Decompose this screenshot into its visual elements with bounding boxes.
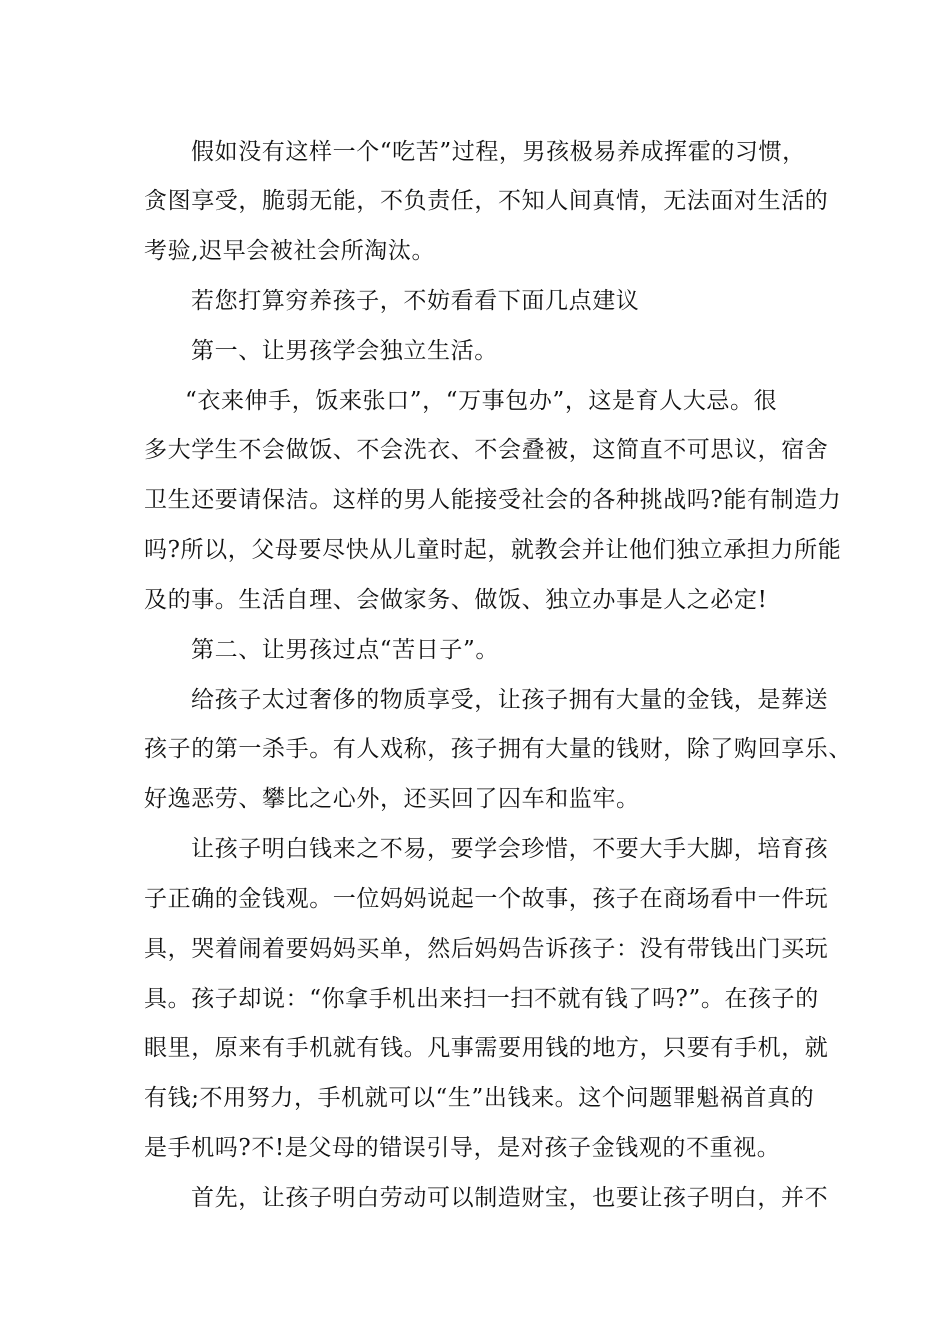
text-line: 贪图享受，脆弱无能，不负责任，不知人间真情，无法面对生活的 [144, 188, 829, 214]
text-line: 眼里，原来有手机就有钱。凡事需要用钱的地方，只要有手机，就 [144, 1035, 829, 1061]
text-line: 假如没有这样一个“吃苦”过程，男孩极易养成挥霍的习惯， [191, 139, 806, 165]
text-line: 考验,迟早会被社会所淘汰。 [144, 238, 436, 264]
text-line: 具，哭着闹着要妈妈买单，然后妈妈告诉孩子：没有带钱出门买玩 [144, 936, 829, 962]
text-line: 是手机吗?不!是父母的错误引导，是对孩子金钱观的不重视。 [144, 1135, 781, 1161]
text-line: 具。孩子却说：“你拿手机出来扫一扫不就有钱了吗?”。在孩子的 [144, 986, 819, 1012]
text-line: 首先，让孩子明白劳动可以制造财宝，也要让孩子明白，并不 [191, 1185, 829, 1211]
text-line: “衣来伸手，饭来张口”，“万事包办”，这是育人大忌。很 [185, 388, 778, 414]
text-line: 让孩子明白钱来之不易，要学会珍惜，不要大手大脚，培育孩 [191, 836, 829, 862]
text-line: 吗?所以，父母要尽快从儿童时起，就教会并让他们独立承担力所能 [144, 537, 842, 563]
text-line: 第一、让男孩学会独立生活。 [191, 338, 498, 364]
text-line: 若您打算穷养孩子，不妨看看下面几点建议 [191, 288, 640, 314]
text-line: 好逸恶劳、攀比之心外，还买回了囚车和监牢。 [144, 786, 640, 812]
text-line: 卫生还要请保洁。这样的男人能接受社会的各种挑战吗?能有制造力 [144, 487, 842, 513]
text-line: 及的事。生活自理、会做家务、做饭、独立办事是人之必定! [144, 587, 768, 613]
text-line: 给孩子太过奢侈的物质享受，让孩子拥有大量的金钱，是葬送 [191, 687, 829, 713]
text-line: 多大学生不会做饭、不会洗衣、不会叠被，这简直不可思议，宿舍 [144, 437, 829, 463]
text-line: 孩子的第一杀手。有人戏称，孩子拥有大量的钱财，除了购回享乐、 [144, 736, 852, 762]
text-line: 有钱;不用努力，手机就可以“生”出钱来。这个问题罪魁祸首真的 [144, 1085, 815, 1111]
text-line: 子正确的金钱观。一位妈妈说起一个故事，孩子在商场看中一件玩 [144, 886, 829, 912]
text-line: 第二、让男孩过点“苦日子”。 [191, 637, 499, 663]
